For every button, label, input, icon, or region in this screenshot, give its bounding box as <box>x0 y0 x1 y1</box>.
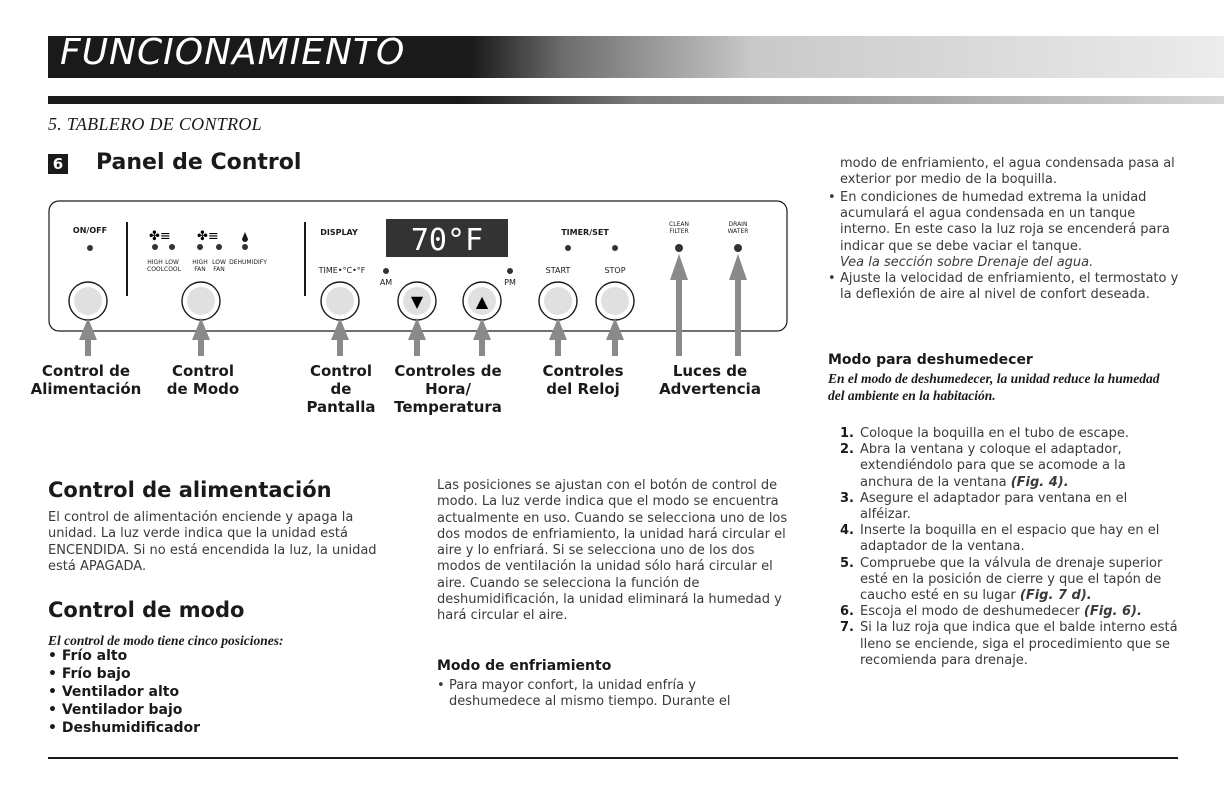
cooling-list <box>437 678 763 710</box>
step-ref: (Fig. 4). <box>1010 474 1069 490</box>
step-ref: (Fig. 7 d). <box>1019 588 1092 604</box>
clean-filter-light <box>675 244 683 252</box>
step-number: 5. <box>840 555 854 571</box>
step-text: Escoja el modo de deshumedecer <box>860 604 1080 620</box>
power-text: El control de alimentación enciende y apaga la unidad. La luz verde indica que la unidad está ENCENDIDA. Si no está encendida la luz, la unidad está APAGADA. <box>48 510 377 574</box>
dehum-heading: Modo para deshumedecer <box>828 352 1033 368</box>
callout-power: Control de Alimentación <box>30 362 142 398</box>
list-item: • Para mayor confort, la unidad enfría y deshumedece al mismo tiempo. Durante el <box>437 678 763 710</box>
dehum-intro: En el modo de deshumedecer, la unidad reduce la humedad del ambiente en la habitación. <box>828 371 1160 403</box>
step-ref: (Fig. 6). <box>1083 604 1142 620</box>
list-item: • Ajuste la velocidad de enfriamiento, el termostato y la deflexión de aire al nivel de confort deseada. <box>828 271 1184 303</box>
step-number: 4. <box>840 523 854 539</box>
mode-indicator-light <box>152 244 158 250</box>
step-text: Inserte la boquilla en el espacio que hay en el adaptador de la ventana. <box>860 523 1160 555</box>
page-title: FUNCIONAMIENTO <box>60 32 406 73</box>
on-off-label: ON/OFF <box>72 226 108 235</box>
header-rule <box>48 96 1224 104</box>
mode-position: • Frío alto <box>48 648 128 664</box>
start-button-face <box>544 287 572 315</box>
list-item <box>840 426 1180 442</box>
list-item <box>840 491 1180 523</box>
list-item <box>840 620 1180 669</box>
step-number: 2. <box>840 442 854 458</box>
mode-description: Las posiciones se ajustan con el botón de control de modo. La luz verde indica que el modo se encuentra actualmente en uso. Cuando se selecciona uno de los dos modos de enfriamiento, la unidad hará circular el aire y lo enfriará. Si se selecciona uno de los dos modos de ventilación la unidad sólo hará circular el aire. Cuando se selecciona la función de deshumidificación, la unidad eliminará la humedad y hará circular el aire. <box>437 478 788 624</box>
cooling-continued: modo de enfriamiento, el agua condensada pasa al exterior por medio de la boquilla. <box>840 156 1175 188</box>
step-text: Compruebe que la válvula de drenaje superior esté en la posición de cierre y que el tapón de caucho esté en su lugar <box>860 555 1163 604</box>
mode-button-face <box>187 287 215 315</box>
display-label: DISPLAY <box>320 228 358 237</box>
am-label: AM <box>379 278 393 287</box>
list-item <box>840 442 1180 491</box>
mode-indicator-light <box>197 244 203 250</box>
section-title: 5. TABLERO DE CONTROL <box>48 114 262 134</box>
callout-mode: Control de Modo <box>166 362 240 398</box>
mode-indicator-light <box>169 244 175 250</box>
mode-heading: Control de modo <box>48 598 245 622</box>
list-item <box>840 556 1180 605</box>
step-number: 1. <box>840 426 854 441</box>
bullet-ref: Vea la sección sobre Drenaje del agua. <box>840 254 1094 270</box>
footer-rule <box>48 757 1178 759</box>
step-text: Coloque la boquilla en el tubo de escape. <box>860 426 1129 441</box>
mode-position: • Frío bajo <box>48 666 131 682</box>
callout-time-temp: Controles de Hora/ Temperatura <box>394 362 502 416</box>
mode-label-low-cool: LOW COOL <box>164 259 181 273</box>
power-button-face <box>74 287 102 315</box>
mode-indicator-light <box>216 244 222 250</box>
fan-high-icon: ✤≡ <box>149 229 171 244</box>
list-item <box>840 604 1180 620</box>
mode-label-high-cool: HIGH COOL <box>147 259 164 273</box>
time-temp-label: TIME•°C•°F <box>318 266 366 275</box>
cooling-heading: Modo de enfriamiento <box>437 658 612 674</box>
drain-water-light <box>734 244 742 252</box>
am-indicator-light <box>383 268 389 274</box>
control-panel-diagram <box>48 200 788 356</box>
timer-set-label: TIMER/SET <box>561 228 609 237</box>
stop-button-face <box>601 287 629 315</box>
mode-label-low-fan: LOW FAN <box>212 259 226 273</box>
lcd-readout: 70°F <box>410 223 484 258</box>
display-button-face <box>326 287 354 315</box>
drain-water-label: DRAIN WATER <box>727 221 749 235</box>
start-label: START <box>545 266 571 275</box>
callout-clock: Controles del Reloj <box>542 362 624 398</box>
power-heading: Control de alimentación <box>48 478 332 502</box>
mode-indicator-light <box>242 244 248 250</box>
step-text: Asegure el adaptador para ventana en el alféizar. <box>860 490 1128 523</box>
fan-low-icon: ✤≡ <box>197 229 219 244</box>
stop-label: STOP <box>604 266 626 275</box>
bullet-text: En condiciones de humedad extrema la unidad acumulará el agua condensada en un tanque interno. En este caso la luz roja se encenderá para indicar que se debe vaciar el tanque. <box>840 190 1170 254</box>
mode-label-high-fan: HIGH FAN <box>192 259 208 273</box>
mode-label-dehumidify: DEHUMIDIFY <box>229 259 267 266</box>
mode-position: • Ventilador alto <box>48 684 180 700</box>
mode-position: • Ventilador bajo <box>48 702 183 718</box>
callout-display: Control de Pantalla <box>306 362 376 416</box>
figure-number-badge: 6 <box>48 154 68 174</box>
dehum-steps <box>840 426 1180 669</box>
down-arrow-icon: ▼ <box>410 292 424 311</box>
mode-position: • Deshumidificador <box>48 720 201 736</box>
cooling-bullets <box>828 190 1184 303</box>
pm-indicator-light <box>507 268 513 274</box>
step-number: 6. <box>840 604 854 620</box>
list-item <box>828 190 1184 271</box>
up-arrow-icon: ▲ <box>475 292 489 311</box>
power-indicator-light <box>87 245 93 251</box>
start-indicator-light <box>565 245 571 251</box>
step-text: Si la luz roja que indica que el balde interno está lleno se enciende, siga el procedimiento que se recomienda para drenaje. <box>860 620 1178 668</box>
step-text: Abra la ventana y coloque el adaptador, extendiéndolo para que se acomode a la anchura de la ventana <box>860 442 1126 490</box>
pm-label: PM <box>504 278 516 287</box>
list-item <box>840 523 1180 555</box>
clean-filter-label: CLEAN FILTER <box>669 221 689 235</box>
stop-indicator-light <box>612 245 618 251</box>
mode-intro: El control de modo tiene cinco posiciones: <box>48 633 284 648</box>
step-number: 7. <box>840 620 854 636</box>
callout-warning-lights: Luces de Advertencia <box>659 362 761 398</box>
figure-title: Panel de Control <box>96 150 302 175</box>
step-number: 3. <box>840 490 854 506</box>
